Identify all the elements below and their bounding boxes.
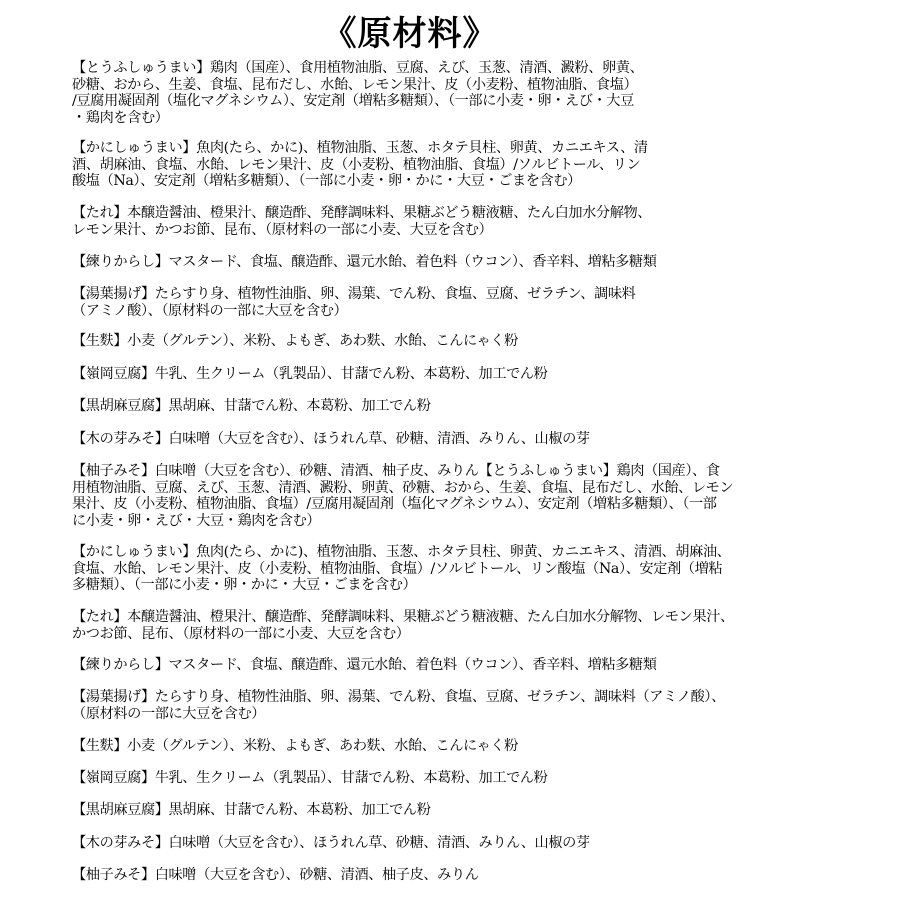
ingredient-paragraph: 【湯葉揚げ】たらすり身、植物性油脂、卵、湯葉、でん粉、食塩、豆腐、ゼラチン、調味料（アミノ酸）、 （原材料の一部に大豆を含む） xyxy=(72,689,725,722)
page-title: 《原材料》 xyxy=(322,14,498,54)
ingredient-paragraph: 【たれ】本醸造醤油、橙果汁、醸造酢、発酵調味料、果糖ぶどう糖液糖、たん白加水分解物、レモン果汁、 かつお節、昆布、（原材料の一部に小麦、大豆を含む） xyxy=(72,609,734,642)
ingredient-paragraph: 【黒胡麻豆腐】黒胡麻、甘藷でん粉、本葛粉、加工でん粉 xyxy=(72,802,431,818)
ingredient-paragraph: 【湯葉揚げ】たらすり身、植物性油脂、卵、湯葉、でん粉、食塩、豆腐、ゼラチン、調味料 （アミノ酸）、（原材料の一部に大豆を含む） xyxy=(72,286,636,319)
ingredient-paragraph: 【練りからし】マスタード、食塩、醸造酢、還元水飴、着色料（ウコン）、香辛料、増粘多糖類 xyxy=(72,657,657,673)
ingredient-paragraph: 【柚子みそ】白味噌（大豆を含む）、砂糖、清酒、柚子皮、みりん【とうふしゅうまい】鶏肉（国産）、食 用植物油脂、豆腐、えび、玉葱、清酒、澱粉、卵黄、砂糖、おから、生姜、食塩、昆布だし、水飴、レモン 果汁、皮（小麦粉、植物油脂、食塩）/豆腐用凝固剤（塩化マグネシウム）、安定剤（増粘多糖類）、（一部 に小麦・卵・えび・大豆・鶏肉を含む） xyxy=(72,463,734,529)
ingredient-paragraph: 【とうふしゅうまい】鶏肉（国産）、食用植物油脂、豆腐、えび、玉葱、清酒、澱粉、卵黄、 砂糖、おから、生姜、食塩、昆布だし、水飴、レモン果汁、皮（小麦粉、植物油脂、食塩） /豆腐用凝固剤（塩化マグネシウム）、安定剤（増粘多糖類）、（一部に小麦・卵・えび・大豆 ・鶏肉を含む） xyxy=(72,60,644,126)
ingredient-paragraph: 【生麩】小麦（グルテン）、米粉、よもぎ、あわ麩、水飴、こんにゃく粉 xyxy=(72,738,518,754)
ingredient-paragraph: 【柚子みそ】白味噌（大豆を含む）、砂糖、清酒、柚子皮、みりん xyxy=(72,867,479,883)
ingredient-paragraph: 【かにしゅうまい】魚肉(たら、かに)、植物油脂、玉葱、ホタテ貝柱、卵黄、カニエキス、清 酒、胡麻油、食塩、水飴、レモン果汁、皮（小麦粉、植物油脂、食塩）/ソルビトール、リン 酸塩（Na）、安定剤（増粘多糖類）、（一部に小麦・卵・かに・大豆・ごまを含む） xyxy=(72,140,648,189)
ingredient-paragraph: 【練りからし】マスタード、食塩、醸造酢、還元水飴、着色料（ウコン）、香辛料、増粘多糖類 xyxy=(72,254,657,270)
ingredient-paragraph: 【嶺岡豆腐】牛乳、生クリーム（乳製品）、甘藷でん粉、本葛粉、加工でん粉 xyxy=(72,770,548,786)
ingredient-paragraph: 【黒胡麻豆腐】黒胡麻、甘藷でん粉、本葛粉、加工でん粉 xyxy=(72,398,431,414)
ingredient-paragraph: 【木の芽みそ】白味噌（大豆を含む）、ほうれん草、砂糖、清酒、みりん、山椒の芽 xyxy=(72,431,590,447)
ingredient-paragraph: 【生麩】小麦（グルテン）、米粉、よもぎ、あわ麩、水飴、こんにゃく粉 xyxy=(72,333,518,349)
ingredient-paragraph: 【かにしゅうまい】魚肉(たら、かに)、植物油脂、玉葱、ホタテ貝柱、卵黄、カニエキス、清酒、胡麻油、 食塩、水飴、レモン果汁、皮（小麦粉、植物油脂、食塩）/ソルビトール、リン酸塩（Na）、安定剤（増粘 多糖類）、（一部に小麦・卵・かに・大豆・ごまを含む） xyxy=(72,544,731,593)
ingredient-paragraph: 【たれ】本醸造醤油、橙果汁、醸造酢、発酵調味料、果糖ぶどう糖液糖、たん白加水分解物、 レモン果汁、かつお節、昆布、（原材料の一部に小麦、大豆を含む） xyxy=(72,205,652,238)
ingredient-paragraph: 【木の芽みそ】白味噌（大豆を含む）、ほうれん草、砂糖、清酒、みりん、山椒の芽 xyxy=(72,835,590,851)
ingredient-paragraph: 【嶺岡豆腐】牛乳、生クリーム（乳製品）、甘藷でん粉、本葛粉、加工でん粉 xyxy=(72,366,548,382)
